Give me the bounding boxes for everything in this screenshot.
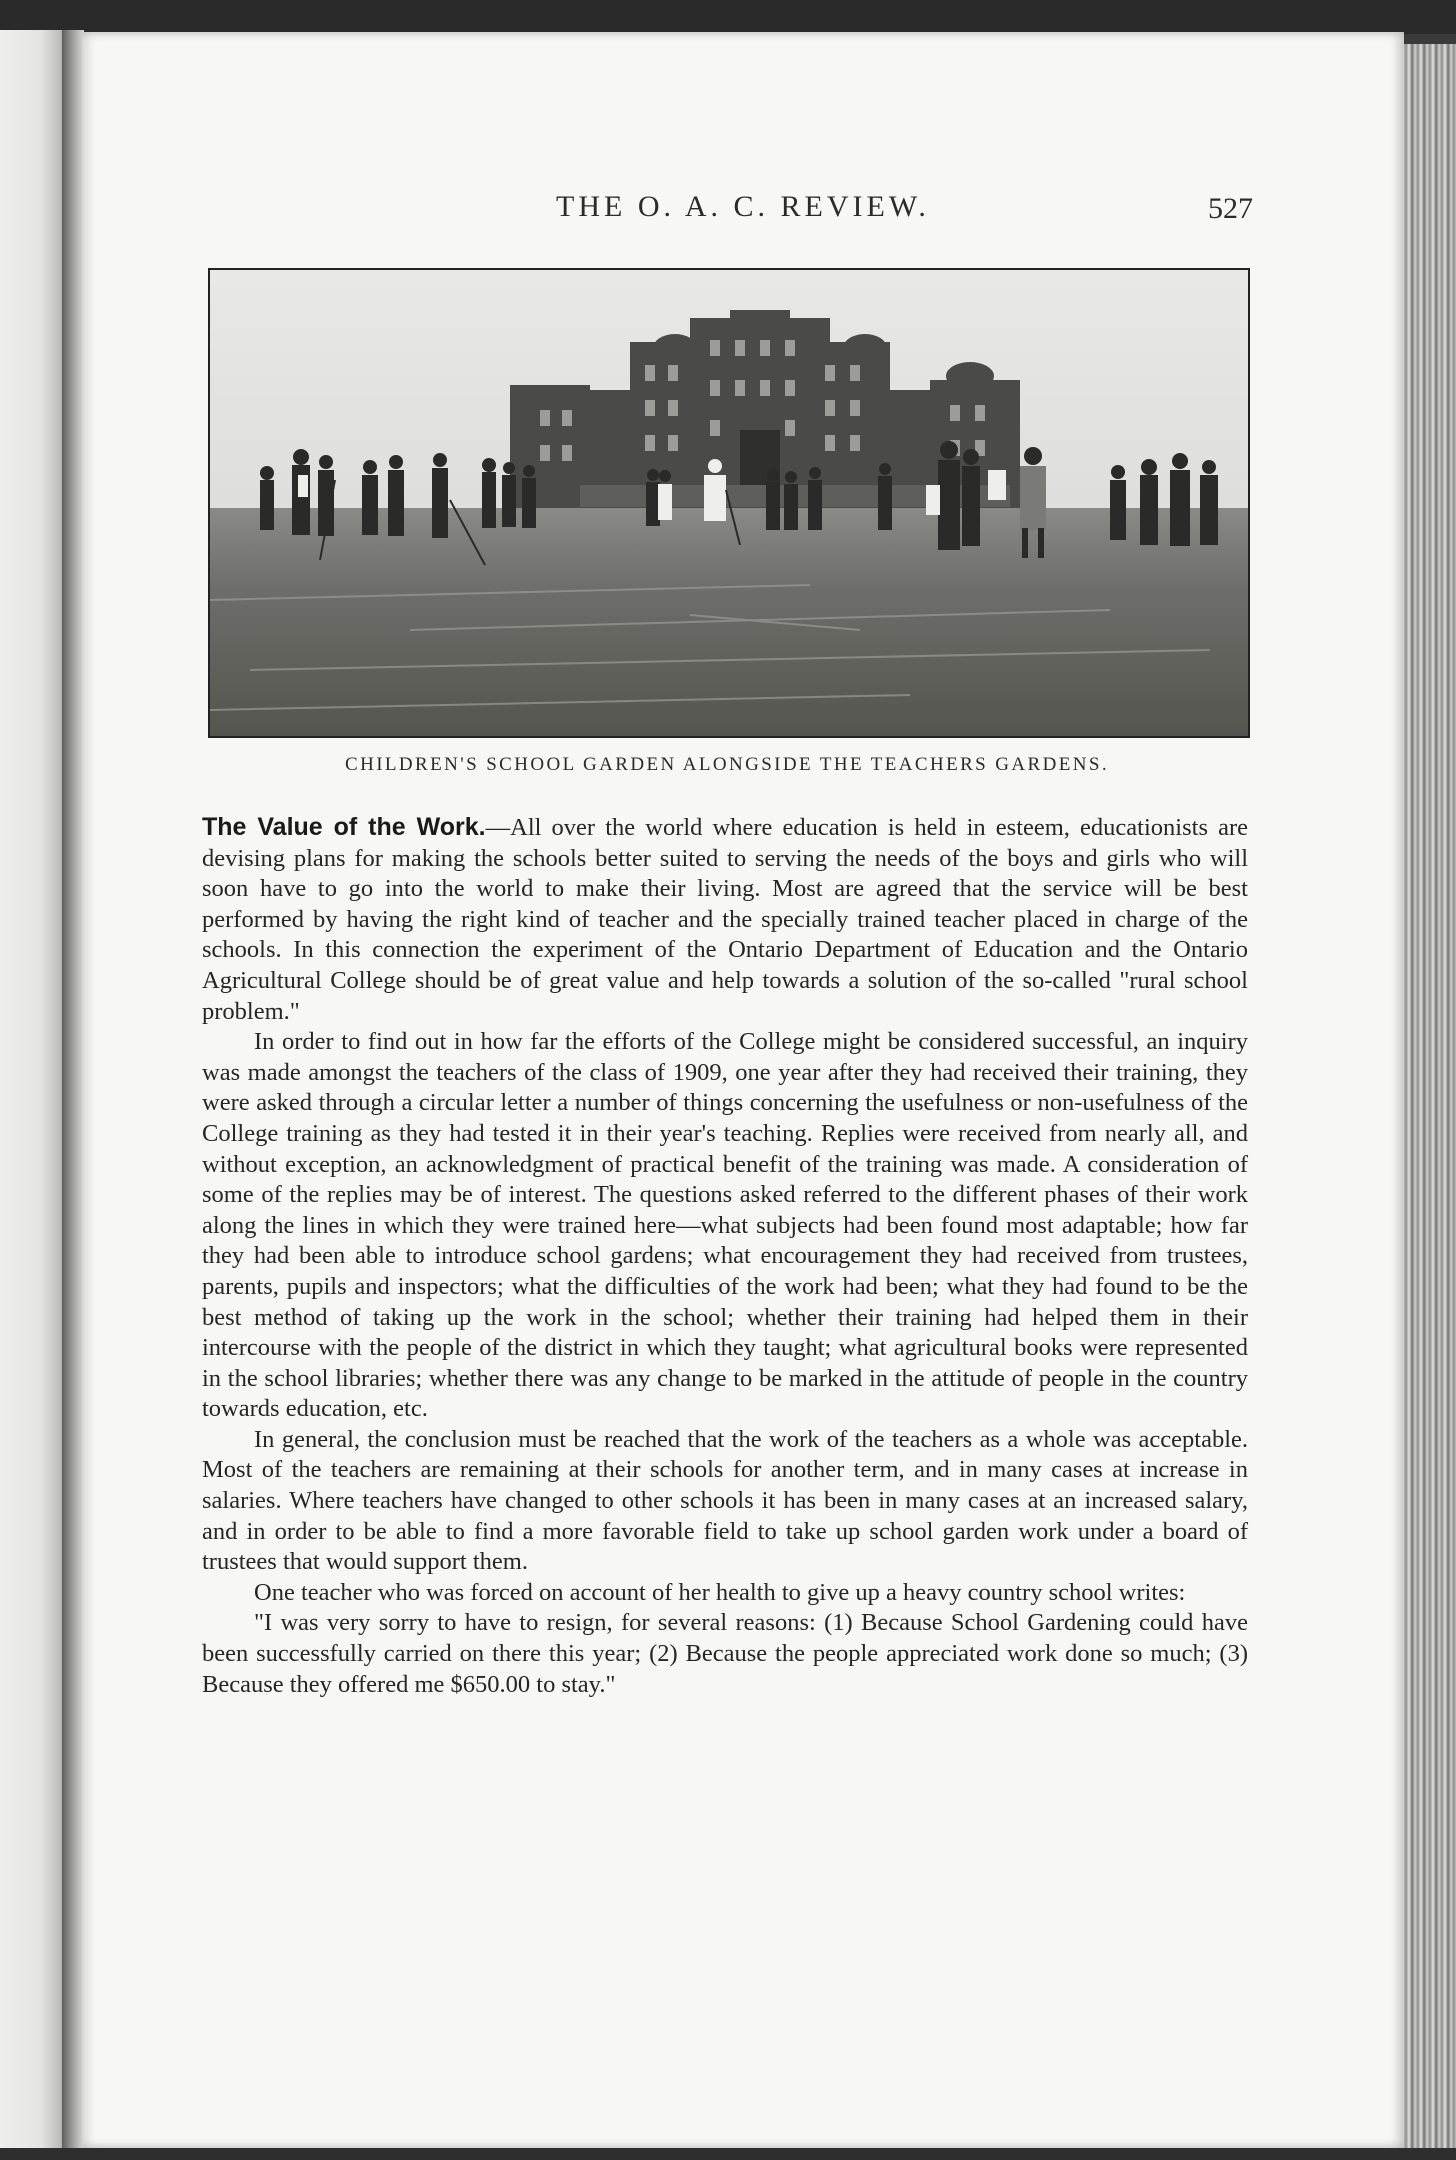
article-paragraph: In general, the conclusion must be reached that the work of the teachers as a whole was acceptable. Most of the teachers are remaining at their schools for another term, and in many cases at increase in salaries. Where teachers have changed to other schools it has been in many cases at an increased salary, and in order to be able to find a more favorable field to take up school garden work under a board of trustees that would support them. — [202, 1425, 1248, 1576]
left-page-edge — [0, 30, 68, 2150]
garden-photograph — [208, 268, 1250, 738]
journal-title: THE O. A. C. REVIEW. — [556, 190, 930, 223]
scan-bottom-border — [0, 2148, 1456, 2160]
page-stack-edges — [1400, 44, 1456, 2150]
book-gutter — [62, 30, 84, 2150]
article-body — [202, 812, 1248, 1700]
article-paragraph: One teacher who was forced on account of her health to give up a heavy country school writes: — [254, 1578, 1186, 1606]
figure-caption: CHILDREN'S SCHOOL GARDEN ALONGSIDE THE TEACHERS GARDENS. — [345, 754, 1109, 775]
paragraph-text: —All over the world where education is held in esteem, educationists are devising plans for making the schools better suited to serving the needs of the boys and girls who will soon have to go into the world to make their living. Most are agreed that the service will be best performed by having the right kind of teacher and the specially trained teacher placed in charge of the schools. In this connection the experiment of the Ontario Department of Education and the Ontario Agricultural College should be of great value and help towards a solution of the so-called "rural school problem." — [202, 814, 1248, 1025]
article-paragraph: In order to find out in how far the efforts of the College might be considered successful, an inquiry was made amongst the teachers of the class of 1909, one year after they had received their training, they were asked through a circular letter a number of things concerning the usefulness or non-usefulness of the College training as they had tested it in their year's teaching. Replies were received from nearly all, and without exception, an acknowledgment of practical benefit of the training was made. A consideration of some of the replies may be of interest. The questions asked referred to the different phases of their work along the lines in which they were trained here—what subjects had been found most adaptable; how far they had been able to introduce school gardens; what encouragement they had received from trustees, parents, pupils and inspectors; what the difficulties of the work had been; what they had found to be the best method of taking up the work in the school; whether their training had helped them in their intercourse with the people of the district in which they taught; what agricultural books were represented in the school libraries; whether there was any change to be marked in the attitude of people in the country towards education, etc. — [202, 1028, 1248, 1423]
page-number: 527 — [1208, 192, 1253, 225]
scan-top-border — [0, 0, 1456, 34]
article-paragraph — [202, 812, 1248, 1027]
running-head — [82, 190, 1404, 240]
quoted-letter: "I was very sorry to have to resign, for several reasons: (1) Because School Gardening could have been successfully carried on there this year; (2) Because the people appreciated work done so much; (3) Because they offered me $650.00 to stay." — [202, 1609, 1248, 1698]
book-page — [82, 32, 1404, 2148]
section-heading: The Value of the Work. — [202, 813, 486, 841]
photograph-illustration — [210, 270, 1248, 736]
